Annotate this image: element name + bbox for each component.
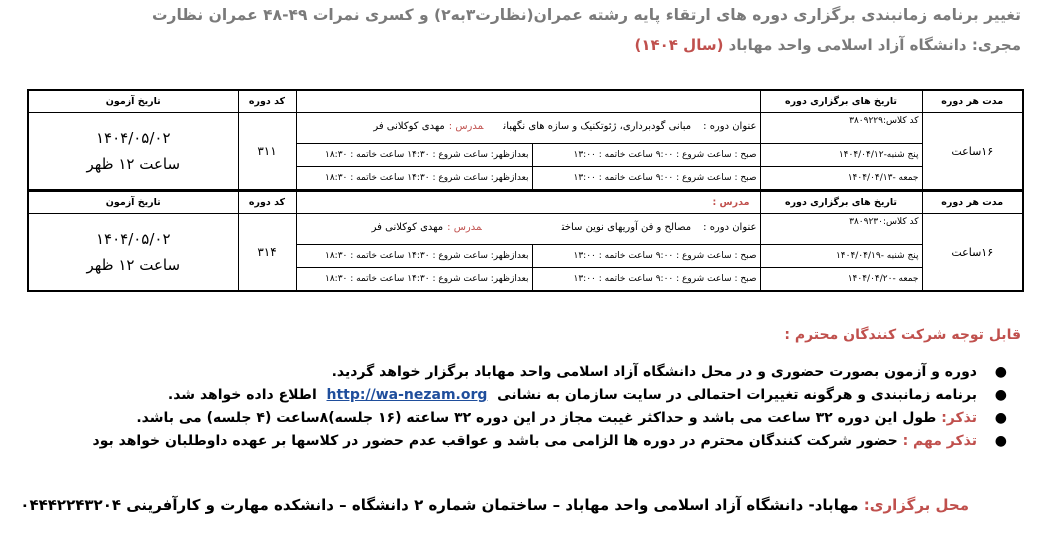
exam-date-cell bbox=[28, 113, 238, 191]
instructor-name: مهدی کوکلانی فر bbox=[373, 121, 445, 132]
notice-heading: قابل توجه شرکت کنندگان محترم : bbox=[784, 327, 1021, 343]
header-dates: تاریخ های برگزاری دوره bbox=[760, 90, 922, 113]
course-title-label: عنوان دوره : bbox=[703, 121, 757, 132]
session-day: جمعه -۱۴۰۴/۰۴/۲۰ bbox=[760, 268, 922, 292]
notice-list bbox=[92, 361, 1007, 453]
course-code: ۳۱۴ bbox=[238, 214, 296, 292]
bullet-text-after: اطلاع داده خواهد شد. bbox=[167, 387, 322, 403]
bullet-text: حضور شرکت کنندگان محترم در دوره ها الزامی می باشد و عواقب عدم حضور در کلاسها بر عهده داوطلبان خواهد بود bbox=[92, 433, 898, 449]
list-item bbox=[92, 430, 1007, 453]
organizer: مجری: دانشگاه آزاد اسلامی واحد مهاباد bbox=[728, 36, 1021, 54]
venue-label: محل برگزاری: bbox=[863, 496, 969, 514]
course-title-label: عنوان دوره : bbox=[703, 222, 757, 233]
session-afternoon: بعدازظهر: ساعت شروع : ۱۴:۳۰ ساعت خاتمه : ۱۸:۳۰ bbox=[296, 167, 532, 191]
venue bbox=[20, 496, 969, 514]
header-exam: تاریخ آزمون bbox=[28, 90, 238, 113]
website-link[interactable]: http://wa-nezam.org bbox=[326, 387, 488, 403]
session-day: پنج شنبه -۱۴۰۴/۰۴/۱۹ bbox=[760, 245, 922, 268]
bullet-icon: ● bbox=[994, 387, 1007, 403]
bullet-text: طول این دوره ۳۲ ساعت می باشد و حداکثر غیبت مجاز در این دوره ۳۲ ساعته (۱۶ جلسه)۸ساعت (۴ جلسه) می باشد. bbox=[136, 410, 937, 426]
class-code: کد کلاس:۳۸۰۹۲۲۹ bbox=[760, 113, 922, 144]
header-instructor: مدرس : bbox=[296, 191, 760, 214]
exam-time: ساعت ۱۲ ظهر bbox=[86, 155, 181, 173]
table-row bbox=[28, 214, 1023, 245]
bullet-label: تذکر: bbox=[941, 410, 977, 426]
table-header-row bbox=[28, 90, 1023, 113]
bullet-label: تذکر مهم : bbox=[902, 433, 977, 449]
list-item bbox=[93, 361, 1007, 384]
header-instructor bbox=[296, 90, 760, 113]
venue-text: مهاباد- دانشگاه آزاد اسلامی واحد مهاباد – ساختمان شماره ۲ دانشگاه – دانشکده مهارت و کارآفرینی ۰۴۴۴۲۲۴۳۲۰۴ bbox=[20, 496, 859, 514]
bullet-text: دوره و آزمون بصورت حضوری و در محل دانشگاه آزاد اسلامی واحد مهاباد برگزار خواهد گردید. bbox=[331, 364, 977, 380]
header-code: کد دوره bbox=[238, 90, 296, 113]
course-duration: ۱۶ساعت bbox=[922, 214, 1023, 292]
table-row bbox=[28, 113, 1023, 144]
session-morning: صبح : ساعت شروع : ۹:۰۰ ساعت خاتمه : ۱۳:۰۰ bbox=[532, 144, 760, 167]
course-title: مبانی گودبرداری، ژئوتکنیک و سازه های نگهبان bbox=[503, 121, 692, 132]
exam-date: ۱۴۰۴/۰۵/۰۲ bbox=[95, 129, 171, 147]
course-title: مصالح و فن آوریهای نوین ساخت bbox=[561, 222, 692, 233]
bullet-text: برنامه زمانبندی و هرگونه تغییرات احتمالی در سایت سازمان به نشانی bbox=[497, 387, 977, 403]
session-morning: صبح : ساعت شروع : ۹:۰۰ ساعت خاتمه : ۱۳:۰۰ bbox=[532, 167, 760, 191]
exam-date: ۱۴۰۴/۰۵/۰۲ bbox=[95, 230, 171, 248]
course-title-cell bbox=[296, 214, 760, 245]
table-header-row bbox=[28, 191, 1023, 214]
session-afternoon: بعدازظهر: ساعت شروع : ۱۴:۳۰ ساعت خاتمه : ۱۸:۳۰ bbox=[296, 144, 532, 167]
header-duration: مدت هر دوره bbox=[922, 191, 1023, 214]
course-code: ۳۱۱ bbox=[238, 113, 296, 191]
header-dates: تاریخ های برگزاری دوره bbox=[760, 191, 922, 214]
class-code: کد کلاس:۳۸۰۹۲۳۰ bbox=[760, 214, 922, 245]
session-afternoon: بعدازظهر: ساعت شروع : ۱۴:۳۰ ساعت خاتمه : ۱۸:۳۰ bbox=[296, 245, 532, 268]
course-title-cell bbox=[296, 113, 760, 144]
instructor-label: مدرس : bbox=[447, 222, 482, 233]
session-morning: صبح : ساعت شروع : ۹:۰۰ ساعت خاتمه : ۱۳:۰۰ bbox=[532, 268, 760, 292]
instructor-name: مهدی کوکلانی فر bbox=[371, 222, 444, 233]
year-label: (سال ۱۴۰۴) bbox=[634, 36, 724, 54]
header-duration: مدت هر دوره bbox=[922, 90, 1023, 113]
bullet-icon: ● bbox=[994, 433, 1007, 449]
page-title: تغییر برنامه زمانبندی برگزاری دوره های ارتقاء پایه رشته عمران(نظارت۳به۲) و کسری نمرات ۴۹-۴۸ عمران نظارت bbox=[151, 6, 1021, 24]
exam-time: ساعت ۱۲ ظهر bbox=[86, 256, 181, 274]
session-day: جمعه -۱۴۰۴/۰۴/۱۳ bbox=[760, 167, 922, 191]
bullet-icon: ● bbox=[994, 364, 1007, 380]
session-afternoon: بعدازظهر: ساعت شروع : ۱۴:۳۰ ساعت خاتمه : ۱۸:۳۰ bbox=[296, 268, 532, 292]
list-item bbox=[93, 384, 1007, 407]
schedule-table bbox=[27, 89, 1024, 292]
list-item bbox=[93, 407, 1007, 430]
page-subtitle bbox=[0, 36, 1021, 54]
header-code: کد دوره bbox=[238, 191, 296, 214]
exam-date-cell bbox=[28, 214, 238, 292]
session-day: پنج شنبه-۱۴۰۴/۰۴/۱۲ bbox=[760, 144, 922, 167]
course-duration: ۱۶ساعت bbox=[922, 113, 1023, 191]
session-morning: صبح : ساعت شروع : ۹:۰۰ ساعت خاتمه : ۱۳:۰۰ bbox=[532, 245, 760, 268]
bullet-icon: ● bbox=[994, 410, 1007, 426]
instructor-label: مدرس : bbox=[448, 121, 484, 132]
header-exam: تاریخ آزمون bbox=[28, 191, 238, 214]
